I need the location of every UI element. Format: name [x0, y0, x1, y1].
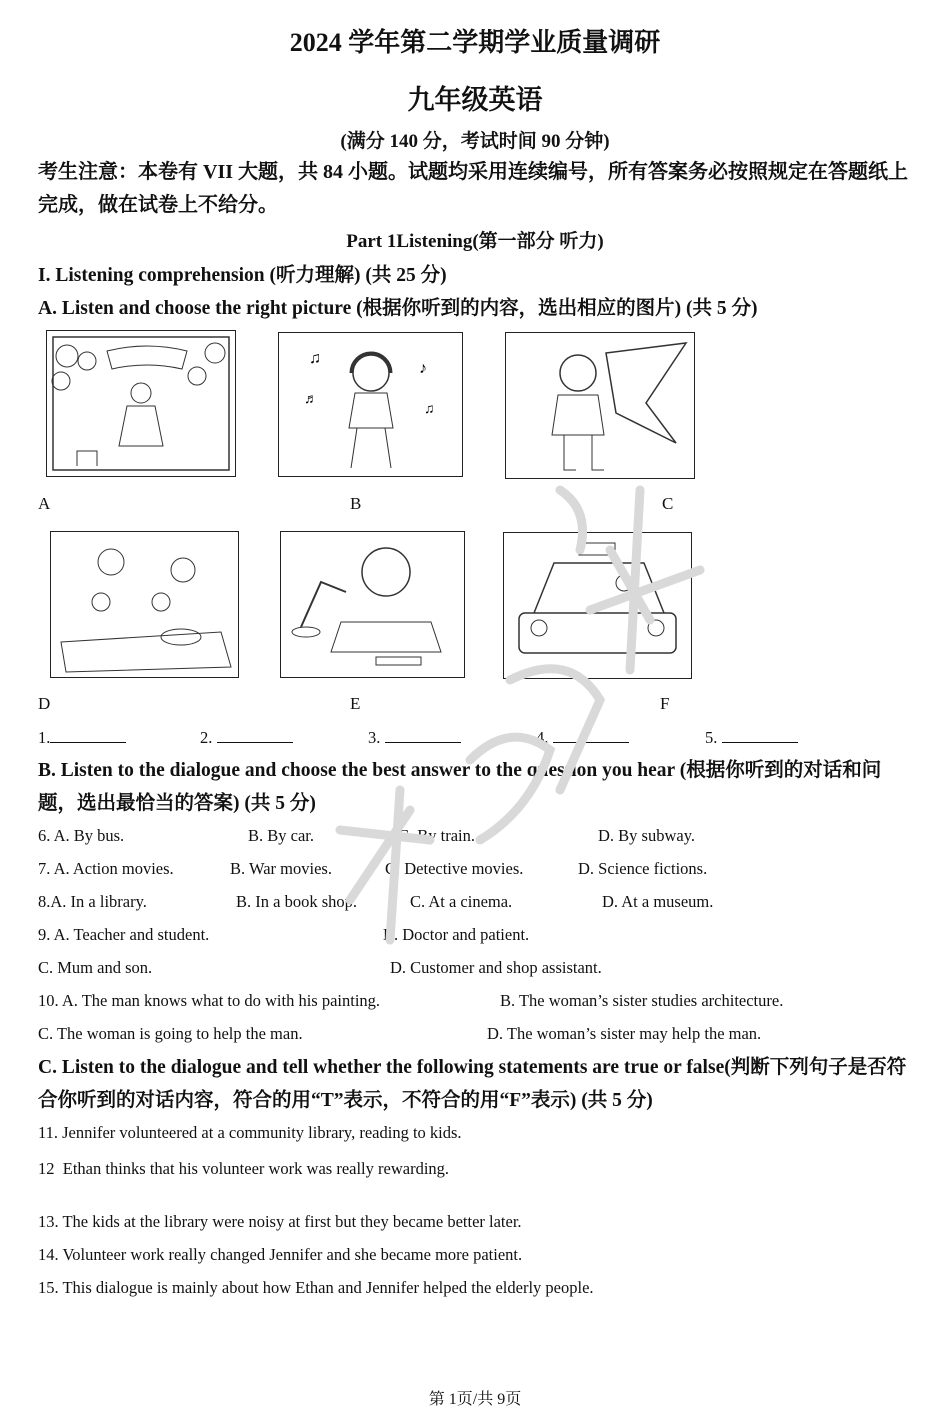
statement-12: 12 Ethan thinks that his volunteer work was really rewarding.	[38, 1159, 450, 1178]
picture-b	[278, 332, 463, 477]
pilot-jet-icon	[506, 333, 694, 478]
picture-letter-e: E	[350, 694, 361, 713]
section-c-heading: C. Listen to the dialogue and tell whether the following statements are true or false(判断下列句子是否符合你听到的对话内容，符合的用“T”表示，不符合的用“F”表示) (共 5 分)	[38, 1057, 907, 1111]
svg-text:♫: ♫	[309, 350, 321, 367]
svg-text:♫: ♫	[424, 402, 435, 417]
q10-option-b: B. The woman’s sister studies architecture.	[500, 991, 784, 1010]
boy-headphones-music-icon	[279, 333, 462, 476]
score-time: (满分 140 分，考试时间 90 分钟)	[340, 131, 610, 152]
answer-blank-5[interactable]: 5.	[705, 728, 798, 748]
q7-option-c: C. Detective movies.	[385, 859, 524, 878]
picture-letter-b: B	[350, 494, 362, 513]
statement-13: 13. The kids at the library were noisy at first but they became better later.	[38, 1212, 522, 1231]
q9-option-d: D. Customer and shop assistant.	[390, 958, 602, 977]
picture-e	[280, 531, 465, 678]
section-a-heading: A. Listen and choose the right picture (根据你听到的内容，选出相应的图片) (共 5 分)	[38, 298, 758, 319]
answer-blank-1[interactable]: 1.	[38, 728, 126, 748]
picture-c	[505, 332, 695, 479]
page-number: 第 1页/共 9页	[428, 1391, 522, 1408]
taxi-driver-icon	[504, 533, 691, 678]
q10-option-c: C. The woman is going to help the man.	[38, 1024, 303, 1043]
boy-studying-desk-icon	[281, 532, 464, 677]
q6-option-d: D. By subway.	[598, 826, 696, 845]
statement-14: 14. Volunteer work really changed Jennifer and she became more patient.	[38, 1245, 523, 1264]
q10-option-a: 10. A. The man knows what to do with his painting.	[38, 991, 381, 1010]
picture-letter-a: A	[38, 494, 51, 513]
section-b-heading: B. Listen to the dialogue and choose the best answer to the question you hear (根据你听到的对话和问题，选出最恰当的答案) (共 5 分)	[38, 760, 882, 814]
picture-f	[503, 532, 692, 679]
q9-option-a: 9. A. Teacher and student.	[38, 925, 210, 944]
q7-option-b: B. War movies.	[230, 859, 332, 878]
exam-notice: 考生注意：本卷有 VII 大题，共 84 小题。试题均采用连续编号，所有答案务必按照规定在答题纸上完成，做在试卷上不给分。	[38, 161, 909, 216]
exam-title: 2024 学年第二学期学业质量调研	[289, 28, 661, 57]
picture-letter-d: D	[38, 694, 51, 713]
picture-letter-f: F	[660, 694, 670, 713]
svg-text:♬: ♬	[304, 392, 318, 407]
svg-text:♪: ♪	[419, 360, 427, 377]
q8-option-b: B. In a book shop.	[236, 892, 357, 911]
answer-blank-4[interactable]: 4.	[536, 728, 629, 748]
statement-11: 11. Jennifer volunteered at a community library, reading to kids.	[38, 1123, 462, 1142]
q6-option-b: B. By car.	[248, 826, 314, 845]
answer-blank-3[interactable]: 3.	[368, 728, 461, 748]
answer-blank-2[interactable]: 2.	[200, 728, 293, 748]
q8-option-c: C. At a cinema.	[410, 892, 513, 911]
graduation-poster-icon	[47, 331, 235, 476]
part-heading: Part 1Listening(第一部分 听力)	[346, 231, 604, 252]
family-picnic-icon	[51, 532, 238, 677]
q10-option-d: D. The woman’s sister may help the man.	[487, 1024, 762, 1043]
q6-option-c: C. By train.	[398, 826, 475, 845]
statement-15: 15. This dialogue is mainly about how Ethan and Jennifer helped the elderly people.	[38, 1278, 594, 1297]
picture-letter-c: C	[662, 494, 674, 513]
section-1-heading: I. Listening comprehension (听力理解) (共 25 分)	[38, 265, 447, 286]
exam-subtitle: 九年级英语	[407, 85, 543, 115]
q9-option-b: B. Doctor and patient.	[383, 925, 530, 944]
q9-option-c: C. Mum and son.	[38, 958, 153, 977]
q7-option-d: D. Science fictions.	[578, 859, 708, 878]
q6-option-a: 6. A. By bus.	[38, 826, 125, 845]
picture-d	[50, 531, 239, 678]
q7-option-a: 7. A. Action movies.	[38, 859, 174, 878]
picture-a	[46, 330, 236, 477]
q8-option-d: D. At a museum.	[602, 892, 714, 911]
q8-option-a: 8.A. In a library.	[38, 892, 147, 911]
